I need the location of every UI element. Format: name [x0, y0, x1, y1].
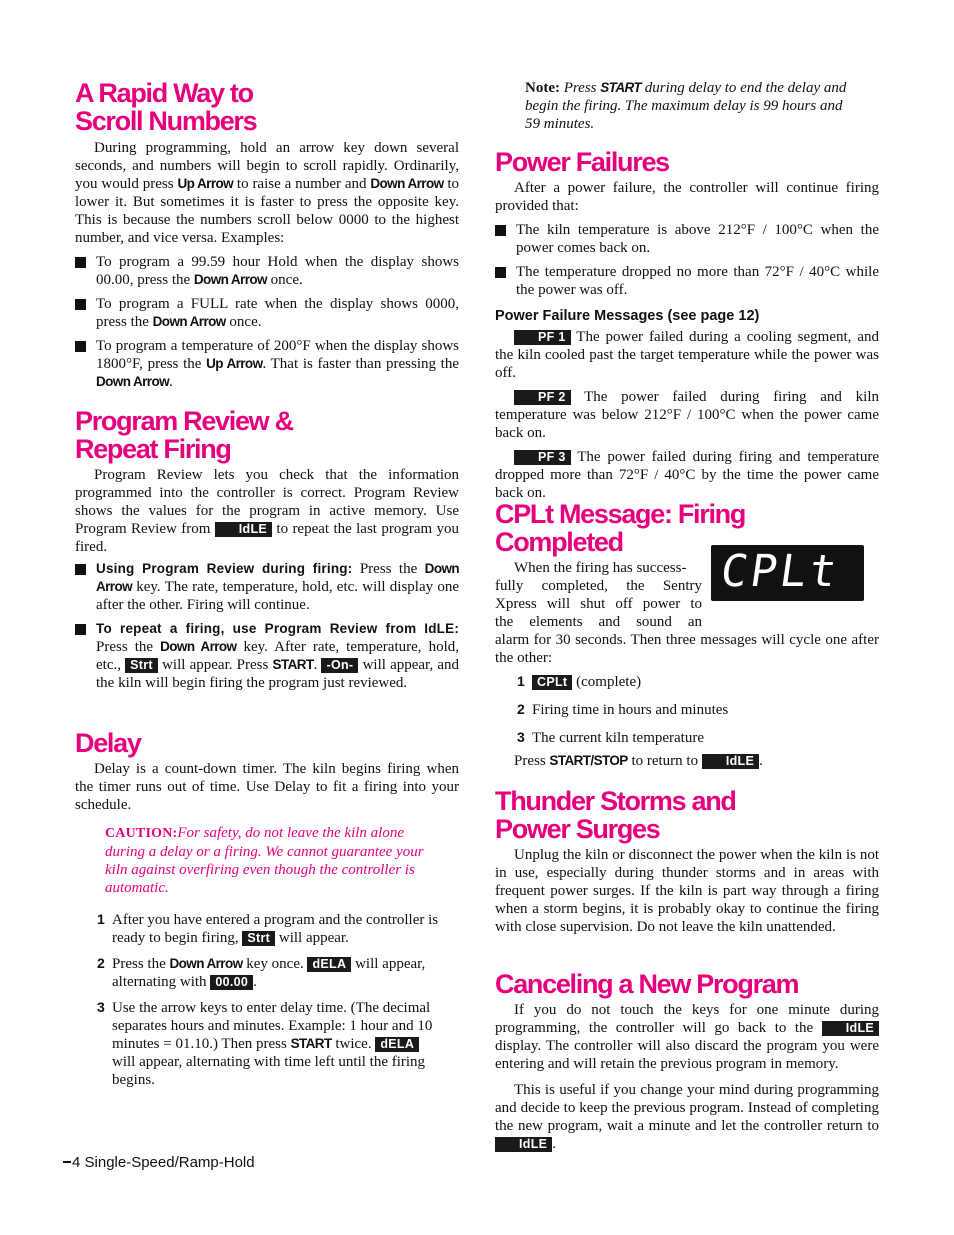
rapid-scroll-section [75, 79, 459, 391]
canceling-paragraph-1: If you do not touch the keys for one minute during programming, the controller will go back to the IdLE display. The controller will also discard the program you were entering and will retain the previous program in memory. [495, 1002, 879, 1072]
lcd-dela: dELA [375, 1037, 419, 1052]
cplt-section [495, 500, 879, 770]
cplt-message-2: 2 Firing time in hours and minutes [517, 701, 729, 718]
caution-note: CAUTION:For safety, do not leave the kiln alone during a delay or a firing. We cannot guarantee your kiln against overfiring even though the controller is automatic. [105, 825, 424, 896]
lcd-cplt: CPLt [532, 675, 572, 690]
cplt-display-image [711, 545, 864, 601]
lcd-idle: IdLE [215, 522, 272, 537]
power-failures-section [495, 148, 879, 502]
bullet-item: Using Program Review during firing: Press the Down Arrow key. The rate, temperature, hold, etc. will display one after the other. Firing will continue. [75, 560, 459, 614]
thunder-storms-heading: Thunder Storms and Power Surges [495, 786, 736, 844]
lcd-dela: dELA [307, 957, 351, 972]
power-failures-paragraph: After a power failure, the controller will continue firing provided that: [495, 180, 879, 214]
program-review-heading: Program Review & Repeat Firing [75, 406, 293, 464]
canceling-heading: Canceling a New Program [495, 969, 799, 999]
canceling-paragraph-2: This is useful if you change your mind during programming and decide to keep the previous program. Instead of completing the new program, wait a minute and let the controller return to IdLE . [495, 1082, 879, 1152]
lcd-pf2: PF 2 [514, 390, 571, 405]
power-failure-messages-subheading: Power Failure Messages (see page 12) [495, 308, 760, 324]
cplt-paragraph: alarm for 30 seconds. Then three messages will cycle one after the other: [495, 632, 879, 666]
rapid-scroll-heading: A Rapid Way to Scroll Numbers [75, 78, 257, 136]
cplt-return-instruction: Press START/STOP to return to IdLE . [514, 753, 763, 769]
page-footer: 4 Single-Speed/Ramp-Hold [63, 1154, 255, 1172]
lcd-on: -On- [321, 658, 358, 673]
delay-step-3: 3 Use the arrow keys to enter delay time. (The decimal separates hours and minutes. Example: 1 hour and 10 minutes = 01.10.) Then press START twice. dELA will appear, alternating with time left until the firing begins. [97, 999, 433, 1088]
power-failures-heading: Power Failures [495, 147, 669, 177]
cplt-heading: CPLt Message: Firing Completed [495, 499, 746, 557]
cplt-message-3: 3 The current kiln temperature [517, 729, 705, 746]
lcd-pf1: PF 1 [514, 330, 571, 345]
delay-note: Note: Press START during delay to end the delay and begin the firing. The maximum delay is 99 hours and 59 minutes. [525, 80, 847, 132]
cplt-message-1: 1 CPLt (complete) [517, 673, 642, 690]
lcd-idle: IdLE [495, 1137, 552, 1152]
thunder-storms-paragraph: Unplug the kiln or disconnect the power when the kiln is not in use, especially during thunder storms and in areas with frequent power surges. If the kiln is part way through a firing when a storm begins, it is probably okay to continue the firing with close supervision. Do not leave the kiln unattended. [495, 847, 879, 935]
rapid-scroll-paragraph: During programming, hold an arrow key down several seconds, and numbers will begin to scroll rapidly. Ordinarily, you would press Up Arrow to raise a number and Down Arrow to lower it. But sometimes it is faster to press the opposite key. This is because the numbers scroll below 0000 to the highest number, and vice versa. Examples: [75, 140, 460, 246]
program-review-paragraph: Program Review lets you check that the information programmed into the controller is correct. Program Review shows the values for the program in active memory. Use Program Review from IdLE to repeat the last program you fired. [75, 467, 460, 555]
lcd-strt: Strt [125, 658, 158, 673]
pf3-message: PF 3 The power failed during firing and temperature dropped more than 72°F / 40°C by the time the power came back on. [495, 449, 879, 501]
lcd-zero: 00.00 [210, 975, 253, 990]
thunder-storms-section [495, 787, 879, 936]
lcd-idle: IdLE [702, 754, 759, 769]
bullet-item: To program a 99.59 hour Hold when the display shows 00.00, press the Down Arrow once. [75, 253, 459, 289]
bullet-item: To repeat a firing, use Program Review from IdLE: Press the Down Arrow key. After rate, temperature, hold, etc., Strt will appear. Press START. -On- will appear, and the kiln will begin firing the program just reviewed. [75, 620, 459, 692]
cplt-display-text: CPLt [717, 546, 843, 597]
delay-heading: Delay [75, 728, 141, 758]
lcd-pf3: PF 3 [514, 450, 571, 465]
pf2-message: PF 2 The power failed during firing and kiln temperature was below 212°F / 100°C when the power came back on. [495, 389, 879, 441]
delay-paragraph: Delay is a count-down timer. The kiln begins firing when the timer runs out of time. Use Delay to fit a firing into your schedule. [75, 761, 459, 813]
canceling-section [495, 970, 879, 1153]
pf1-message: PF 1 The power failed during a cooling segment, and the kiln cooled past the target temperature while the power was off. [495, 329, 879, 381]
lcd-idle: IdLE [822, 1021, 879, 1036]
bullet-item: The temperature dropped no more than 72°F / 40°C while the power was off. [495, 263, 879, 299]
cplt-intro-lines: When the firing has success- fully completed, the Sentry Xpress will shut off power to the elements and sound an [495, 560, 702, 630]
delay-section [75, 729, 459, 1089]
lcd-strt: Strt [242, 931, 275, 946]
bullet-item: The kiln temperature is above 212°F / 100°C when the power comes back on. [495, 221, 879, 257]
bullet-item: To program a FULL rate when the display shows 0000, press the Down Arrow once. [75, 295, 459, 331]
delay-step-1: 1 After you have entered a program and the controller is ready to begin firing, Strt will appear. [97, 911, 439, 946]
program-review-section [75, 407, 459, 692]
bullet-item: To program a temperature of 200°F when the display shows 1800°F, press the Up Arrow. That is faster than pressing the Down Arrow. [75, 337, 459, 391]
delay-step-2: 2 Press the Down Arrow key once. dELA will appear, alternating with 00.00 . [97, 955, 426, 990]
